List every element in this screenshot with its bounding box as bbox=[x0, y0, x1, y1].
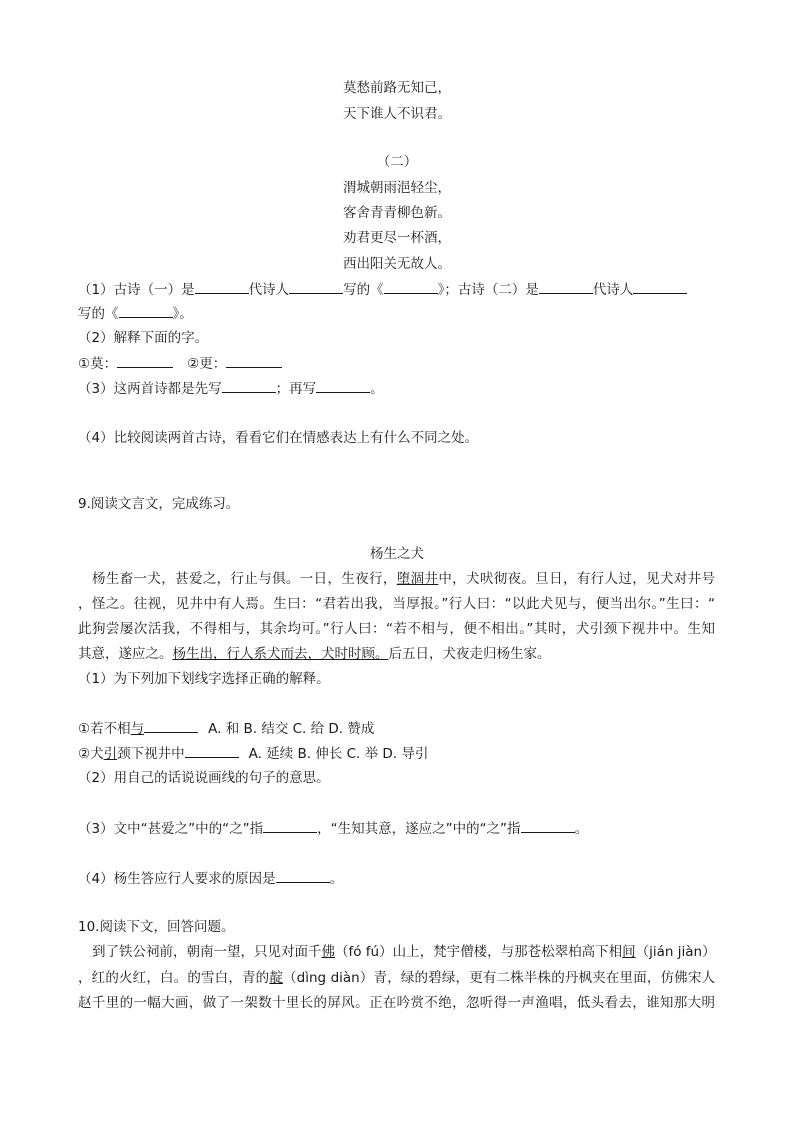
answer-blank[interactable] bbox=[144, 718, 198, 733]
answer-blank[interactable] bbox=[276, 868, 330, 883]
answer-blank[interactable] bbox=[185, 743, 239, 758]
q9-part2: （2）用自己的话说说画线的句子的意思。 bbox=[78, 770, 330, 786]
q9-text-line2: ，怪之。往视，见井中有人焉。生曰：“君若出我，当厚报。”行人曰：“以此犬见与，便当出尔。”生曰：“ bbox=[78, 596, 715, 612]
q9-text-l1a: 杨生畜一犬，甚爱之，行止与俱。一日，生夜行， bbox=[92, 571, 397, 587]
q9-text-line4 bbox=[78, 644, 551, 664]
q8-p1-text-f: 写的《 bbox=[78, 306, 119, 322]
q9-p4-text-b: 。 bbox=[329, 871, 344, 887]
q9-p3-text-c: 。 bbox=[574, 821, 589, 837]
answer-blank[interactable] bbox=[226, 353, 282, 368]
q9-p3-text-b: ，“生知其意，遂应之”中的“之”指 bbox=[317, 821, 521, 837]
q9-p3-text-a: （3）文中“甚爱之”中的“之”指 bbox=[78, 821, 264, 837]
q10-text-l1a: 到了铁公祠前，朝南一望，只见对面千 bbox=[92, 944, 322, 960]
q9-part1-item2 bbox=[78, 743, 428, 764]
q9-part1-item1 bbox=[78, 718, 374, 739]
q8-part2: （2）解释下面的字。 bbox=[78, 330, 209, 346]
answer-blank[interactable] bbox=[119, 303, 173, 318]
poem2-line2: 客舍青青柳色新。 bbox=[343, 205, 451, 221]
q8-part3 bbox=[78, 378, 384, 399]
q9-p1-i2-text-b: 颈下视井中 bbox=[117, 746, 185, 762]
answer-blank[interactable] bbox=[633, 279, 687, 294]
answer-blank[interactable] bbox=[222, 378, 276, 393]
q9-text-l4b: 后五日，犬夜走归杨生家。 bbox=[388, 646, 551, 662]
poem2-heading: （二） bbox=[376, 154, 418, 170]
q8-part1-line2 bbox=[78, 303, 193, 324]
q8-p1-text-g: 》。 bbox=[172, 306, 193, 322]
poem2-line1: 渭城朝雨浥轻尘， bbox=[343, 180, 451, 196]
q9-p1-i2-underlined: 引 bbox=[103, 746, 118, 762]
q9-p4-text-a: （4）杨生答应行人要求的原因是 bbox=[78, 871, 276, 887]
q10-text-l2-underlined: 靛 bbox=[269, 970, 283, 986]
q9-part4 bbox=[78, 868, 343, 889]
q9-p1-i2-options: A. 延续 B. 伸长 C. 举 D. 导引 bbox=[248, 746, 429, 762]
q9-p1-i1-options: A. 和 B. 结交 C. 给 D. 赞成 bbox=[208, 721, 375, 737]
q8-part1-line1 bbox=[78, 279, 687, 300]
q8-p3-text-a: （3）这两首诗都是先写 bbox=[78, 381, 222, 397]
q8-p3-text-c: 。 bbox=[370, 381, 384, 397]
q8-p1-text-e: 代诗人 bbox=[592, 282, 634, 298]
q8-part4: （4）比较阅读两首古诗，看看它们在情感表达上有什么不同之处。 bbox=[78, 430, 479, 446]
q9-text-line3: 此狗尝屡次活我，不得相与，其余均可。”行人曰：“若不相与，便不相出。”其时，犬引颈下视井中。生知 bbox=[78, 621, 715, 637]
q9-text-l1b: 中，犬吠彻夜。旦日，有行人过，见犬对井号 bbox=[438, 571, 716, 587]
q10-text-l1b: （fó fú）山上，梵宇僧楼，与那苍松翠柏高下相 bbox=[335, 944, 623, 960]
q9-part3 bbox=[78, 818, 588, 839]
q9-part1: （1）为下列加下划线字选择正确的解释。 bbox=[78, 671, 330, 687]
q10-intro: 10.阅读下文，回答问题。 bbox=[78, 919, 235, 935]
poem2-line4: 西出阳关无故人。 bbox=[343, 256, 451, 272]
q9-p1-i1-text: ①若不相 bbox=[78, 721, 131, 737]
answer-blank[interactable] bbox=[521, 818, 575, 833]
q10-text-line2 bbox=[78, 968, 715, 988]
q8-p1-text-d: 》；古诗（二）是 bbox=[437, 282, 539, 298]
q10-text-l2b: （dìng diàn）青，绿的碧绿，更有二株半株的丹枫夹在里面，仿佛宋人 bbox=[283, 970, 716, 986]
q8-part2-items bbox=[78, 353, 282, 374]
q9-p1-i2-text-a: ②犬 bbox=[78, 746, 104, 762]
q8-p1-text-c: 写的《 bbox=[343, 282, 384, 298]
q9-text-line1 bbox=[78, 569, 715, 589]
q8-p1-text-a: （1）古诗（一）是 bbox=[78, 282, 195, 298]
answer-blank[interactable] bbox=[316, 378, 370, 393]
q9-intro: 9.阅读文言文，完成练习。 bbox=[78, 496, 240, 512]
q10-text-l1-underlined: 佛 bbox=[321, 944, 335, 960]
q8-p1-text-b: 代诗人 bbox=[248, 282, 290, 298]
answer-blank[interactable] bbox=[263, 818, 317, 833]
q8-p3-text-b: ；再写 bbox=[275, 381, 317, 397]
q9-text-l4a: 其意，遂应之。 bbox=[78, 646, 173, 662]
poem2-line3: 劝君更尽一杯酒， bbox=[343, 230, 451, 246]
q9-title: 杨生之犬 bbox=[370, 546, 424, 562]
poem1-line3: 莫愁前路无知己， bbox=[343, 80, 451, 96]
q9-p1-i1-underlined: 与 bbox=[130, 721, 145, 737]
answer-blank[interactable] bbox=[384, 279, 438, 294]
answer-blank[interactable] bbox=[539, 279, 593, 294]
q10-text-l2a: ，红的火红，白。的雪白，青的 bbox=[78, 970, 270, 986]
q8-p2-item-b: ②更： bbox=[187, 356, 227, 372]
answer-blank[interactable] bbox=[289, 279, 343, 294]
q10-text-line1 bbox=[78, 942, 715, 962]
q8-p2-item-a: ①莫： bbox=[78, 356, 118, 372]
q10-text-l1-underlined-2: 间 bbox=[622, 944, 636, 960]
q9-text-l1-underlined: 堕涸井 bbox=[396, 571, 439, 587]
poem1-line4: 天下谁人不识君。 bbox=[343, 106, 451, 122]
answer-blank[interactable] bbox=[195, 279, 249, 294]
answer-blank[interactable] bbox=[117, 353, 173, 368]
q10-text-l1c: （jián jiàn） bbox=[635, 944, 716, 960]
q10-text-line3: 赵千里的一幅大画，做了一架数十里长的屏风。正在吟赏不绝，忽听得一声渔唱，低头看去，谁知那大明 bbox=[78, 995, 715, 1011]
q9-text-l4-underlined: 杨生出，行人系犬而去，犬时时顾。 bbox=[172, 646, 389, 662]
